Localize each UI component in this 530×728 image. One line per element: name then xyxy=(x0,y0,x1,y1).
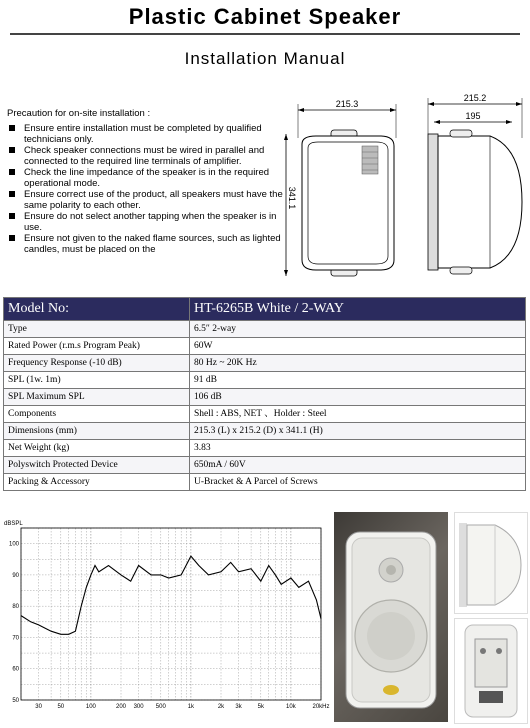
spec-label: Net Weight (kg) xyxy=(4,440,190,457)
spec-value: 650mA / 60V xyxy=(190,457,526,474)
side-depth-label: 195 xyxy=(465,111,481,121)
side-depth-total-label: 215.2 xyxy=(463,93,487,103)
x-tick-label: 5k xyxy=(257,704,264,710)
x-tick-label: 500 xyxy=(155,704,166,710)
arrow-icon xyxy=(428,102,434,106)
x-tick-label: 1k xyxy=(187,704,195,710)
table-row xyxy=(4,474,526,491)
arrow-icon xyxy=(284,134,288,140)
y-tick-label: 100 xyxy=(8,541,19,548)
model-label: Model No: xyxy=(4,298,190,321)
page-subtitle: Installation Manual xyxy=(184,49,346,68)
product-photo-side xyxy=(454,512,528,614)
table-row xyxy=(4,389,526,406)
y-tick-label: 80 xyxy=(12,604,19,611)
spec-value: 91 dB xyxy=(190,372,526,389)
spec-value: 80 Hz ~ 20K Hz xyxy=(190,355,526,372)
spec-value: 3.83 xyxy=(190,440,526,457)
wall-bracket xyxy=(428,134,438,270)
table-row xyxy=(4,338,526,355)
y-tick-label: 60 xyxy=(12,666,19,673)
product-photo-front xyxy=(334,512,448,722)
x-tick-label: 10k xyxy=(286,704,296,710)
precaution-item: Ensure correct use of the product, all speakers must have the same polarity to each other. xyxy=(8,189,288,211)
x-tick-label: 3k xyxy=(235,704,242,710)
x-tick-label: 20kHz xyxy=(312,704,330,710)
x-tick-label: 300 xyxy=(133,704,144,710)
y-tick-label: 70 xyxy=(12,635,19,642)
arrow-icon xyxy=(298,108,304,112)
table-header-row xyxy=(4,298,526,321)
spec-value: U-Bracket & A Parcel of Screws xyxy=(190,474,526,491)
spec-table xyxy=(3,297,526,491)
table-row xyxy=(4,440,526,457)
x-tick-label: 2k xyxy=(217,704,225,710)
x-tick-label: 50 xyxy=(57,704,65,710)
cabinet-side-outline xyxy=(438,136,522,268)
spec-value: 60W xyxy=(190,338,526,355)
table-row xyxy=(4,355,526,372)
table-row xyxy=(4,457,526,474)
spec-value: 106 dB xyxy=(190,389,526,406)
speaker-back-image xyxy=(455,619,527,723)
spec-label: Polyswitch Protected Device xyxy=(4,457,190,474)
precaution-item: Ensure not given to the naked flame sources, such as lighted candles, must be placed on the xyxy=(8,233,288,255)
height-label: 341.1 xyxy=(287,186,297,210)
x-tick-label: 30 xyxy=(35,704,42,710)
x-tick-label: 200 xyxy=(115,704,127,710)
precaution-list xyxy=(8,123,288,255)
spec-label: Type xyxy=(4,321,190,338)
speaker-front-image xyxy=(334,512,448,722)
spec-label: SPL (1w. 1m) xyxy=(4,372,190,389)
speaker-side-image xyxy=(455,513,527,613)
spec-label: Dimensions (mm) xyxy=(4,423,190,440)
precaution-item: Ensure entire installation must be completed by qualified technicians only. xyxy=(8,123,288,145)
arrow-icon xyxy=(506,120,512,124)
model-value: HT-6265B White / 2-WAY xyxy=(190,298,526,321)
table-row xyxy=(4,372,526,389)
precaution-heading: Precaution for on-site installation : xyxy=(7,108,151,119)
precaution-item: Ensure do not select another tapping when the speaker is in use. xyxy=(8,211,288,233)
arrow-icon xyxy=(434,120,440,124)
precaution-item: Check the line impedance of the speaker is in the required operational mode. xyxy=(8,167,288,189)
precaution-item: Check speaker connections must be wired in parallel and connected to the required line terminals of amplifier. xyxy=(8,145,288,167)
spec-value: 215.3 (L) x 215.2 (D) x 341.1 (H) xyxy=(190,423,526,440)
table-row xyxy=(4,406,526,423)
spec-label: Frequency Response (-10 dB) xyxy=(4,355,190,372)
y-tick-label: 90 xyxy=(12,572,19,579)
front-view-drawing xyxy=(276,98,416,284)
frequency-response-chart xyxy=(3,518,330,712)
y-axis-label: dBSPL xyxy=(4,521,23,527)
spec-value: Shell : ABS, NET 、Holder : Steel xyxy=(190,406,526,423)
page-title: Plastic Cabinet Speaker xyxy=(128,4,402,29)
spec-label: Packing & Accessory xyxy=(4,474,190,491)
arrow-icon xyxy=(390,108,396,112)
table-row xyxy=(4,321,526,338)
title-divider xyxy=(10,33,520,35)
spec-value: 6.5″ 2-way xyxy=(190,321,526,338)
bracket-top xyxy=(450,130,472,137)
spec-label: Components xyxy=(4,406,190,423)
x-tick-label: 100 xyxy=(85,704,96,710)
spec-label: SPL Maximum SPL xyxy=(4,389,190,406)
arrow-icon xyxy=(516,102,522,106)
logo-grille-pattern xyxy=(362,146,378,174)
cabinet-outline xyxy=(302,136,394,270)
side-view-drawing xyxy=(420,88,528,284)
bracket-bottom xyxy=(450,267,472,274)
y-tick-label: 50 xyxy=(12,698,19,704)
front-width-label: 215.3 xyxy=(335,99,359,109)
arrow-icon xyxy=(284,270,288,276)
product-photo-back xyxy=(454,618,528,724)
spec-label: Rated Power (r.m.s Program Peak) xyxy=(4,338,190,355)
table-row xyxy=(4,423,526,440)
